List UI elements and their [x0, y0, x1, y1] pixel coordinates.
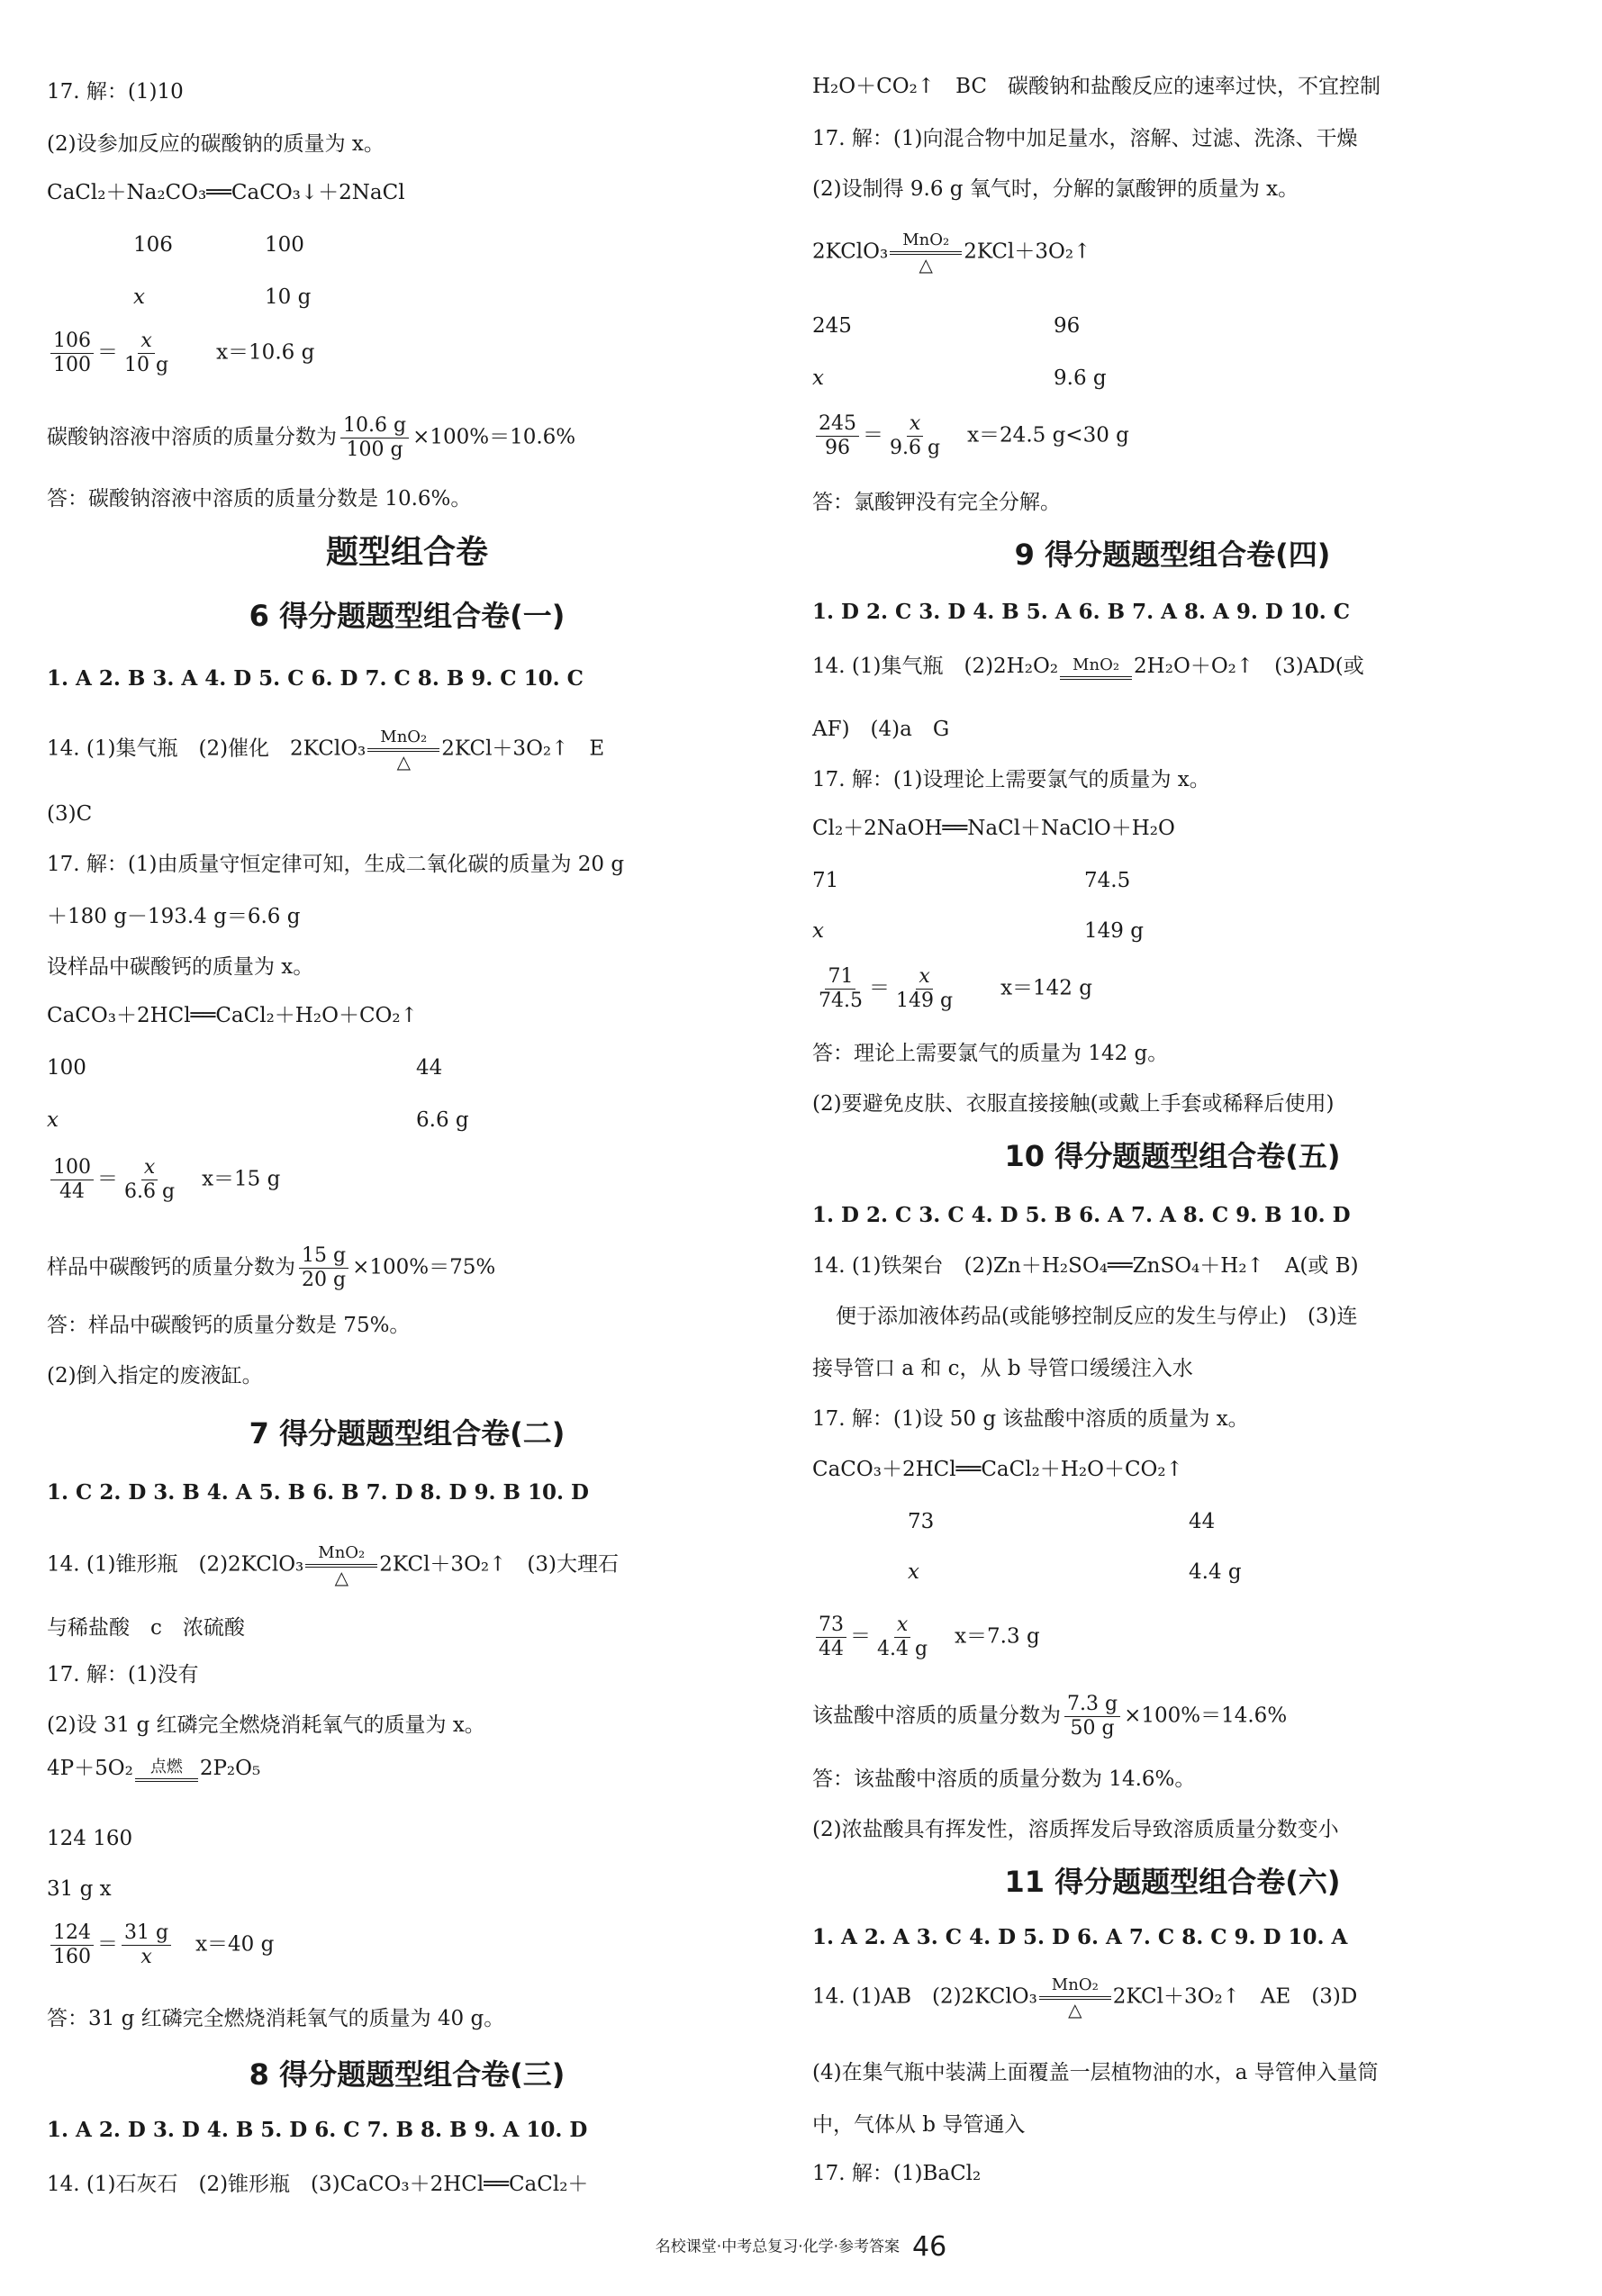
page-footer [0, 2231, 1602, 2263]
fraction: $\frac{15 g}{20 g}$ [299, 1244, 348, 1292]
answer-line: 答：碳酸钠溶液中溶质的质量分数是 10.6%。 [47, 487, 472, 511]
answer-line: (2)设 31 g 红磷完全燃烧消耗氧气的质量为 x。 [47, 1713, 485, 1737]
answer-line: 中，气体从 b 导管通入 [812, 2113, 1026, 2137]
proportion-line: $\frac{124}{160}$ ＝ $\frac{31 g}{x}$ x＝40 g [47, 1921, 274, 1969]
ratio-value: 96 [1054, 314, 1081, 338]
fraction: $\frac{106}{100}$ [50, 330, 94, 377]
ratio-value: 9.6 g [1054, 366, 1107, 390]
answer-line: 17. 解：(1)向混合物中加足量水，溶解、过滤、洗涤、干燥 [812, 127, 1358, 150]
answer-line: 17. 解：(1)设 50 g 该盐酸中溶质的质量为 x。 [812, 1407, 1249, 1431]
equation-line: 2KClO₃ MnO₂ △ 2KCl＋3O₂↑ [812, 231, 1091, 276]
page-number: 46 [912, 2231, 947, 2263]
answer-line: 14. (1)集气瓶 (2)2H₂O₂ MnO₂ 2H₂O＋O₂↑ (3)AD(或 [812, 655, 1364, 678]
ratio-value: 73 [908, 1510, 935, 1533]
section-heading: 7 得分题题型组合卷(二) [249, 1416, 566, 1451]
equation-line: CaCO₃＋2HCl══CaCl₂＋H₂O＋CO₂↑ [812, 1458, 1183, 1481]
fraction: $\frac{31 g}{x}$ [122, 1921, 171, 1969]
answer-line: ＋180 g－193.4 g＝6.6 g [47, 905, 301, 928]
reaction-condition: MnO₂ △ [890, 231, 962, 275]
ratio-value: 100 [265, 233, 304, 257]
answer-line: 14. (1)石灰石 (2)锥形瓶 (3)CaCO₃＋2HCl══CaCl₂＋ [47, 2173, 589, 2196]
ratio-value: x [133, 285, 145, 309]
answer-line: (4)在集气瓶中装满上面覆盖一层植物油的水，a 导管伸入量筒 [812, 2061, 1379, 2084]
answer-line: AF) (4)a G [812, 718, 950, 741]
choice-answers: 1. D 2. C 3. C 4. D 5. B 6. A 7. A 8. C 9. B 10. D [812, 1203, 1351, 1227]
answer-line: (2)设制得 9.6 g 氧气时，分解的氯酸钾的质量为 x。 [812, 177, 1299, 201]
percentage-line: 该盐酸中溶质的质量分数为 $\frac{7.3 g}{50 g}$ ×100%＝14.6% [812, 1693, 1288, 1740]
proportion-line: $\frac{106}{100}$ ＝ $\frac{x}{10 g}$ x＝10.6 g [47, 330, 314, 377]
ratio-value: 31 g x [47, 1877, 112, 1901]
answer-line: (2)设参加反应的碳酸钠的质量为 x。 [47, 132, 385, 156]
answer-line: 答：样品中碳酸钙的质量分数是 75%。 [47, 1314, 411, 1337]
equation-line: CaCl₂＋Na₂CO₃══CaCO₃↓＋2NaCl [47, 181, 405, 204]
equation-line: 4P＋5O₂ 点燃 2P₂O₅ [47, 1757, 261, 1780]
choice-answers: 1. C 2. D 3. B 4. A 5. B 6. B 7. D 8. D 9. B 10. D [47, 1480, 589, 1505]
ratio-value: 71 [812, 869, 839, 892]
answer-line: 答：31 g 红磷完全燃烧消耗氧气的质量为 40 g。 [47, 2007, 505, 2030]
answer-line: 17. 解：(1)BaCl₂ [812, 2162, 982, 2185]
proportion-line: $\frac{71}{74.5}$ ＝ $\frac{x}{149 g}$ x＝142 g [812, 965, 1092, 1013]
answer-line: 与稀盐酸 c 浓硫酸 [47, 1616, 245, 1640]
choice-answers: 1. A 2. A 3. C 4. D 5. D 6. A 7. C 8. C 9. D 10. A [812, 1925, 1348, 1949]
section-heading: 9 得分题题型组合卷(四) [1014, 538, 1331, 572]
answer-line: 答：该盐酸中溶质的质量分数为 14.6%。 [812, 1767, 1196, 1791]
fraction: $\frac{x}{10 g}$ [124, 330, 169, 376]
answer-line: 便于添加液体药品(或能够控制反应的发生与停止) (3)连 [836, 1305, 1358, 1328]
answer-line: 接导管口 a 和 c，从 b 导管口缓缓注入水 [812, 1357, 1193, 1380]
ratio-value: 44 [416, 1056, 443, 1080]
fraction: $\frac{x}{9.6 g}$ [890, 412, 941, 459]
answer-line: 设样品中碳酸钙的质量为 x。 [47, 955, 314, 979]
answer-line: 答：氯酸钾没有完全分解。 [812, 491, 1061, 514]
equation-line: CaCO₃＋2HCl══CaCl₂＋H₂O＋CO₂↑ [47, 1004, 418, 1027]
fraction: $\frac{73}{44}$ [816, 1614, 846, 1661]
percentage-line: 样品中碳酸钙的质量分数为 $\frac{15 g}{20 g}$ ×100%＝75% [47, 1244, 496, 1291]
section-heading: 6 得分题题型组合卷(一) [249, 599, 566, 633]
answer-line: 17. 解：(1)由质量守恒定律可知，生成二氧化碳的质量为 20 g [47, 853, 625, 876]
reaction-condition: 点燃 [135, 1758, 198, 1782]
section-heading: 8 得分题题型组合卷(三) [249, 2057, 566, 2092]
footer-text: 名校课堂·中考总复习·化学·参考答案 [655, 2237, 901, 2256]
choice-answers: 1. A 2. B 3. A 4. D 5. C 6. D 7. C 8. B 9. C 10. C [47, 666, 584, 691]
fraction: $\frac{x}{149 g}$ [895, 965, 954, 1012]
answer-line: (3)C [47, 802, 93, 826]
answer-line: 17. 解：(1)10 [47, 80, 184, 104]
ratio-value: 4.4 g [1189, 1560, 1242, 1584]
fraction: $\frac{100}{44}$ [50, 1156, 94, 1204]
ratio-value: 100 [47, 1056, 86, 1080]
fraction: $\frac{x}{4.4 g}$ [877, 1614, 928, 1660]
section-heading: 11 得分题题型组合卷(六) [1004, 1865, 1341, 1899]
ratio-value: 124 160 [47, 1827, 133, 1850]
ratio-value: 74.5 [1084, 869, 1131, 892]
fraction: $\frac{7.3 g}{50 g}$ [1064, 1693, 1120, 1740]
equation-line: Cl₂＋2NaOH══NaCl＋NaClO＋H₂O [812, 817, 1175, 840]
fraction: $\frac{x}{6.6 g}$ [124, 1156, 176, 1203]
reaction-condition: MnO₂ △ [1039, 1975, 1111, 2020]
choice-answers: 1. A 2. D 3. D 4. B 5. D 6. C 7. B 8. B 9. A 10. D [47, 2118, 588, 2142]
ratio-value: 245 [812, 314, 852, 338]
choice-answers: 1. D 2. C 3. D 4. B 5. A 6. B 7. A 8. A 9. D 10. C [812, 600, 1351, 624]
section-heading: 题型组合卷 [325, 534, 488, 571]
fraction: $\frac{124}{160}$ [50, 1921, 94, 1969]
proportion-line: $\frac{245}{96}$ ＝ $\frac{x}{9.6 g}$ x＝24.5 g<30 g [812, 412, 1129, 460]
section-heading: 10 得分题题型组合卷(五) [1004, 1139, 1341, 1173]
answer-line: 17. 解：(1)没有 [47, 1663, 199, 1686]
reaction-condition: MnO₂ △ [305, 1543, 377, 1587]
proportion-line: $\frac{100}{44}$ ＝ $\frac{x}{6.6 g}$ x＝15 g [47, 1156, 280, 1204]
ratio-value: 106 [133, 233, 173, 257]
answer-line: (2)要避免皮肤、衣服直接接触(或戴上手套或稀释后使用) [812, 1092, 1335, 1116]
percentage-line: 碳酸钠溶液中溶质的质量分数为 $\frac{10.6 g}{100 g}$ ×100%＝10.6% [47, 414, 576, 461]
fraction: $\frac{10.6 g}{100 g}$ [340, 414, 409, 462]
ratio-value: 149 g [1084, 919, 1144, 943]
reaction-condition: MnO₂ [1060, 655, 1132, 680]
answer-line: (2)倒入指定的废液缸。 [47, 1364, 263, 1388]
ratio-value: 6.6 g [416, 1108, 469, 1132]
answer-line: 14. (1)集气瓶 (2)催化 2KClO₃ MnO₂ △ 2KCl＋3O₂↑ E [47, 728, 605, 773]
ratio-value: 10 g [265, 285, 312, 309]
ratio-value: x [812, 919, 824, 943]
answer-line: (2)浓盐酸具有挥发性，溶质挥发后导致溶质质量分数变小 [812, 1818, 1339, 1841]
fraction: $\frac{71}{74.5}$ [819, 965, 863, 1012]
answer-line: 17. 解：(1)设理论上需要氯气的质量为 x。 [812, 768, 1210, 791]
ratio-value: x [908, 1560, 919, 1584]
answer-line: H₂O＋CO₂↑ BC 碳酸钠和盐酸反应的速率过快，不宜控制 [812, 75, 1381, 98]
proportion-line: $\frac{73}{44}$ ＝ $\frac{x}{4.4 g}$ x＝7.3 g [812, 1614, 1040, 1661]
answer-line: 答：理论上需要氯气的质量为 142 g。 [812, 1042, 1169, 1065]
answer-line: 14. (1)铁架台 (2)Zn＋H₂SO₄══ZnSO₄＋H₂↑ A(或 B) [812, 1254, 1359, 1278]
reaction-condition: MnO₂ △ [367, 728, 439, 772]
answer-line: 14. (1)AB (2)2KClO₃ MnO₂ △ 2KCl＋3O₂↑ AE (3)D [812, 1975, 1358, 2020]
ratio-value: x [812, 366, 824, 390]
ratio-value: x [47, 1108, 59, 1132]
fraction: $\frac{245}{96}$ [816, 412, 859, 460]
ratio-value: 44 [1189, 1510, 1216, 1533]
answer-line: 14. (1)锥形瓶 (2)2KClO₃ MnO₂ △ 2KCl＋3O₂↑ (3)大理石 [47, 1543, 619, 1588]
